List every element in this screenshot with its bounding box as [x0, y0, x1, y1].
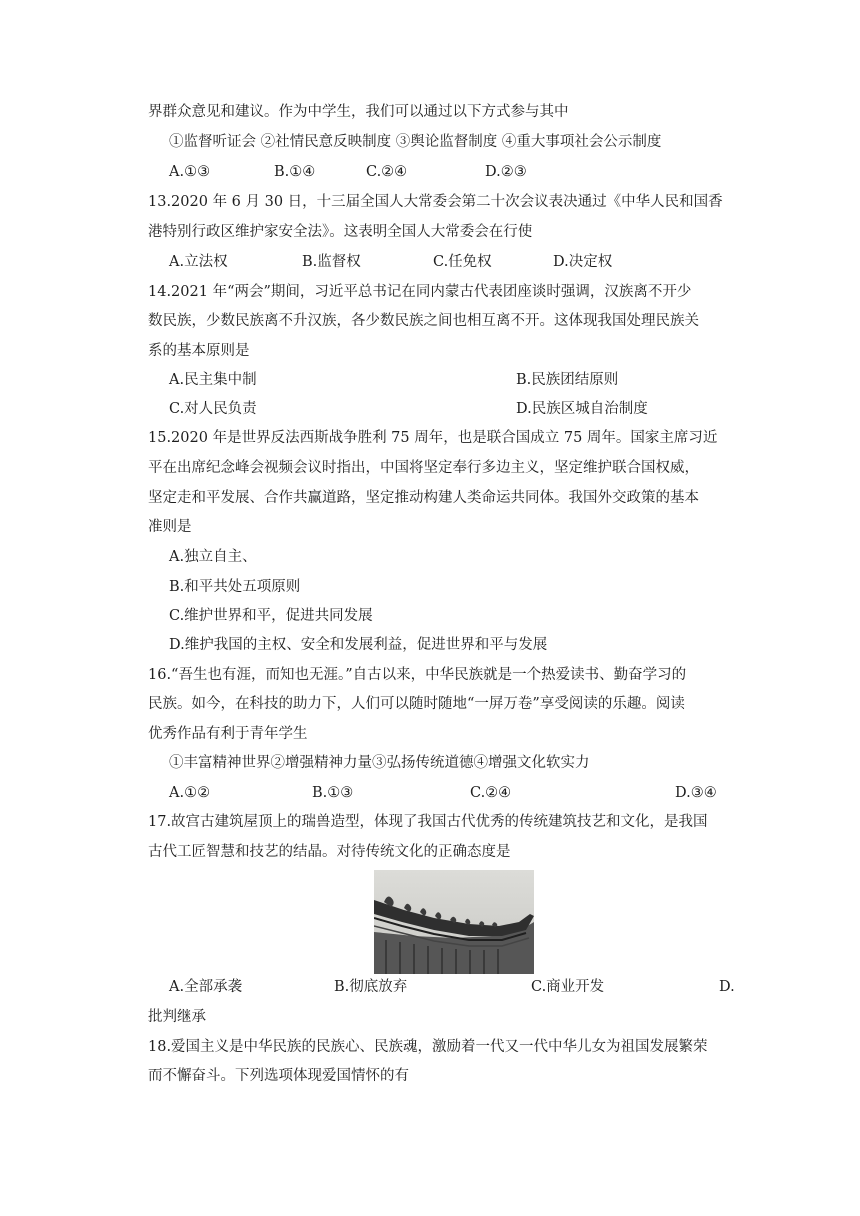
q16-option-c: C.②④	[470, 785, 512, 801]
q16-stem-line-1: 16.“吾生也有涯，而知也无涯。”自古以来，中华民族就是一个热爱读书、勤奋学习的	[148, 667, 687, 683]
q17-option-c: C.商业开发	[531, 979, 605, 995]
q12-option-a: A.①③	[169, 164, 211, 180]
q16-option-a: A.①②	[169, 785, 211, 801]
q13-option-d: D.决定权	[553, 254, 613, 270]
q18-stem-line-2: 而不懈奋斗。下列选项体现爱国情怀的有	[148, 1068, 409, 1084]
q13-option-a: A.立法权	[169, 254, 228, 270]
q15-stem-line-2: 平在出席纪念峰会视频会议时指出，中国将坚定奉行多边主义，坚定维护联合国权威，	[148, 460, 699, 476]
q15-stem-line-1: 15.2020 年是世界反法西斯战争胜利 75 周年，也是联合国成立 75 周年。国家主席习近	[148, 430, 718, 446]
q16-option-b: B.①③	[312, 785, 354, 801]
q14-option-d: D.民族区城自治制度	[516, 401, 648, 417]
q14-option-c: C.对人民负责	[169, 401, 257, 417]
q15-option-c: C.维护世界和平，促进共同发展	[169, 608, 373, 624]
q17-option-d: D.	[719, 979, 735, 995]
q13-stem-line-1: 13.2020 年 6 月 30 日，十三届全国人大常委会第二十次会议表决通过《中华人民和国香	[148, 194, 723, 210]
q14-stem-line-1: 14.2021 年“两会”期间，习近平总书记在同内蒙古代表团座谈时强调，汉族离不开少	[148, 284, 692, 300]
q15-option-a: A.独立自主、	[169, 549, 257, 565]
q13-stem-line-2: 港特别行政区维护家安全法》。这表明全国人大常委会在行使	[148, 224, 533, 240]
q12-stem: 界群众意见和建议。作为中学生，我们可以通过以下方式参与其中	[148, 104, 569, 120]
q17-option-b: B.彻底放弃	[334, 979, 408, 995]
q17-stem-line-1: 17.故宫古建筑屋顶上的瑞兽造型，体现了我国古代优秀的传统建筑技艺和文化，是我国	[148, 814, 708, 830]
q13-option-c: C.任免权	[433, 254, 492, 270]
q12-option-c: C.②④	[366, 164, 408, 180]
q14-stem-line-2: 数民族，少数民族离不升汉族，各少数民族之间也相互离不开。这体现我国处理民族关	[148, 313, 699, 329]
q18-stem-line-1: 18.爱国主义是中华民族的民族心、民族魂，激励着一代又一代中华儿女为祖国发展繁荣	[148, 1039, 708, 1055]
q12-option-d: D.②③	[485, 164, 527, 180]
q14-stem-line-3: 系的基本原则是	[148, 343, 250, 359]
q15-option-b: B.和平共处五项原则	[169, 579, 301, 595]
q14-option-b: B.民族团结原则	[516, 372, 619, 388]
q17-option-d-text: 批判继承	[148, 1009, 206, 1025]
q17-stem-line-2: 古代工匠智慧和技艺的结晶。对待传统文化的正确态度是	[148, 844, 511, 860]
q13-option-b: B.监督权	[302, 254, 361, 270]
q12-option-b: B.①④	[274, 164, 316, 180]
q15-stem-line-3: 坚定走和平发展、合作共赢道路，坚定推动构建人类命运共同体。我国外交政策的基本	[148, 490, 699, 506]
q16-stem-line-2: 民族。如今，在科技的助力下，人们可以随时随地“一屏万卷”享受阅读的乐趣。阅读	[148, 696, 685, 712]
q16-items: ①丰富精神世界②增强精神力量③弘扬传统道德④增强文化软实力	[169, 755, 590, 771]
q16-stem-line-3: 优秀作品有利于青年学生	[148, 726, 308, 742]
q15-stem-line-4: 准则是	[148, 519, 192, 535]
q16-option-d: D.③④	[675, 785, 717, 801]
q12-items: ①监督听证会 ②社情民意反映制度 ③舆论监督制度 ④重大事项社会公示制度	[169, 134, 662, 150]
q14-option-a: A.民主集中制	[169, 372, 257, 388]
q15-option-d: D.维护我国的主权、安全和发展利益，促进世界和平与发展	[169, 637, 548, 653]
q17-option-a: A.全部承袭	[169, 979, 243, 995]
palace-roof-photo	[374, 870, 534, 974]
